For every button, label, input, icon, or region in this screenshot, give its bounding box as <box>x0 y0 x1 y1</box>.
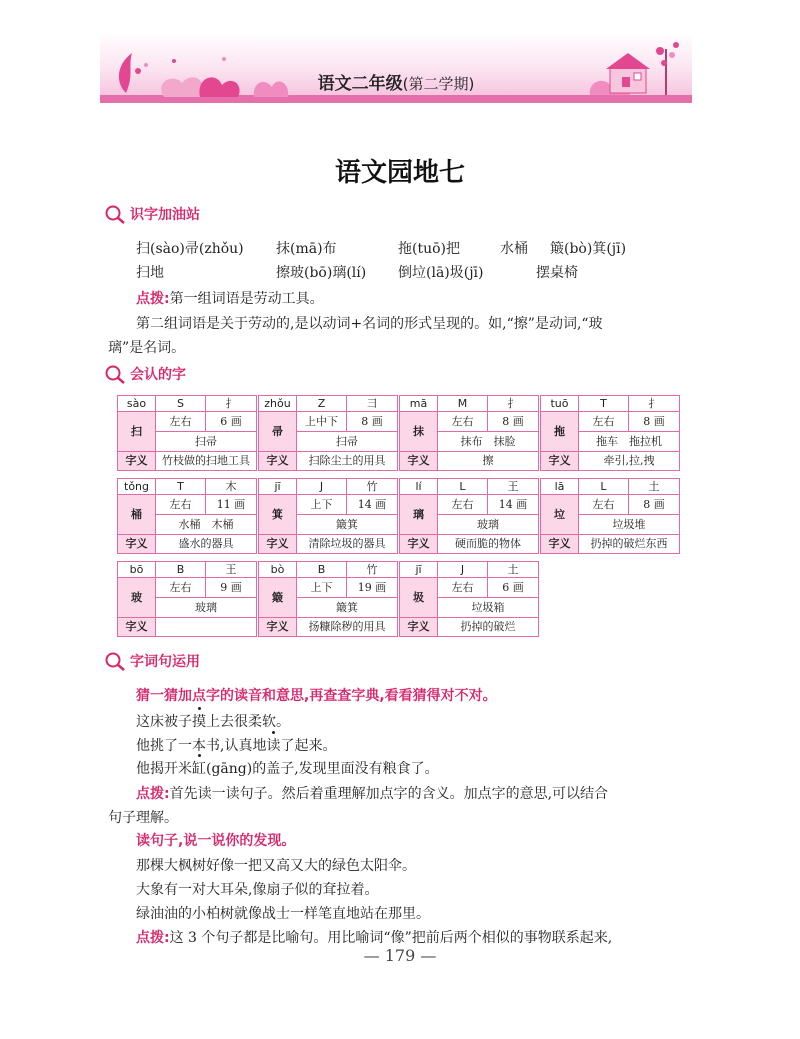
card-letter: T <box>579 396 629 412</box>
card-structure: 上下 <box>297 578 347 598</box>
magnifier-icon <box>104 651 126 671</box>
card-character: 垃 <box>541 495 579 535</box>
card-structure: 左右 <box>156 578 206 598</box>
task-heading: 读句子,说一说你的发现。 <box>136 833 296 849</box>
card-structure: 左右 <box>156 495 206 515</box>
card-structure: 上下 <box>297 495 347 515</box>
word-item: 扫地 <box>136 265 164 281</box>
tip-label: 点拨: <box>136 291 170 307</box>
card-character: 圾 <box>400 578 438 618</box>
character-card <box>399 561 539 637</box>
card-letter: B <box>297 562 347 578</box>
card-strokes: 8 画 <box>629 412 679 432</box>
section-label: 会认的字 <box>130 367 186 383</box>
card-structure: 左右 <box>438 495 488 515</box>
card-letter: B <box>156 562 206 578</box>
card-meaning <box>156 618 256 636</box>
card-meaning: 扔掉的破烂 <box>460 620 516 633</box>
header-title <box>100 69 692 94</box>
dotted-char: 读 <box>266 735 280 755</box>
card-strokes: 14 画 <box>488 495 538 515</box>
card-character: 玻 <box>118 578 156 618</box>
card-words: 簸箕 <box>297 515 397 535</box>
card-meaning: 扔掉的破烂东西 <box>590 537 668 550</box>
paragraph-continued: 璃”是名词。 <box>108 340 186 356</box>
word-item: 扫(sào)帚(zhǒu) <box>136 241 244 257</box>
tip-text: 这 3 个句子都是比喻句。用比喻词“像”把前后两个相似的事物联系起来, <box>169 930 613 946</box>
section-header-literacy <box>104 204 200 224</box>
book-subtitle: (第二学期) <box>402 75 475 93</box>
word-item: 倒垃(lā)圾(jī) <box>398 265 484 281</box>
card-radical: 王 <box>488 479 538 495</box>
card-words: 拖车 拖拉机 <box>579 432 679 452</box>
sentence: 那棵大枫树好像一把又高又大的绿色太阳伞。 <box>136 858 416 874</box>
dotted-char: 摸 <box>192 711 206 731</box>
card-words: 玻璃 <box>438 515 538 535</box>
card-letter: Z <box>297 396 347 412</box>
card-meaning: 擦 <box>482 454 494 467</box>
card-meaning: 清除垃圾的器具 <box>308 537 386 550</box>
card-structure: 左右 <box>438 578 488 598</box>
card-structure: 左右 <box>438 412 488 432</box>
card-strokes: 9 画 <box>206 578 256 598</box>
sentence: 他挑了一本书,认真地读了起来。 <box>136 735 336 755</box>
card-radical: 王 <box>206 562 256 578</box>
card-letter: T <box>156 479 206 495</box>
paragraph: 第二组词语是关于劳动的,是以动词+名词的形式呈现的。如,“擦”是动词,“玻 <box>136 316 603 332</box>
card-strokes: 6 画 <box>206 412 256 432</box>
card-pinyin: tuō <box>541 396 579 412</box>
card-words: 簸箕 <box>297 598 397 618</box>
task-heading: 猜一猜加点字的读音和意思,再查查字典,看看猜得对不对。 <box>136 688 497 704</box>
card-pinyin: bō <box>118 562 156 578</box>
character-card <box>399 478 539 554</box>
tip-continued: 句子理解。 <box>108 810 178 826</box>
card-pinyin: tǒng <box>118 479 156 495</box>
card-words: 垃圾箱 <box>438 598 538 618</box>
card-meaning: 盛水的器具 <box>178 537 234 550</box>
card-strokes: 8 画 <box>347 412 397 432</box>
card-character: 拖 <box>541 412 579 452</box>
card-character: 璃 <box>400 495 438 535</box>
character-card <box>258 561 398 637</box>
card-structure: 左右 <box>579 495 629 515</box>
card-strokes: 19 画 <box>347 578 397 598</box>
card-words: 水桶 木桶 <box>156 515 256 535</box>
card-radical: 土 <box>488 562 538 578</box>
card-structure: 上中下 <box>297 412 347 432</box>
card-letter: M <box>438 396 488 412</box>
tip-text: 首先读一读句子。然后着重理解加点字的含义。加点字的意思,可以结合 <box>169 786 609 802</box>
card-pinyin: zhǒu <box>259 396 297 412</box>
card-pinyin: jī <box>259 479 297 495</box>
card-meaning-label: 字义 <box>118 535 156 553</box>
card-character: 簸 <box>259 578 297 618</box>
card-meaning-label: 字义 <box>259 452 297 470</box>
card-meaning-label: 字义 <box>400 618 438 636</box>
card-meaning-label: 字义 <box>259 618 297 636</box>
card-strokes: 14 画 <box>347 495 397 515</box>
card-strokes: 6 画 <box>488 578 538 598</box>
card-radical: 扌 <box>488 396 538 412</box>
card-meaning: 牵引,拉,拽 <box>603 454 655 467</box>
word-item: 抹(mā)布 <box>276 241 337 257</box>
page-number: — 179 — <box>363 946 437 965</box>
card-pinyin: jī <box>400 562 438 578</box>
section-label: 字词句运用 <box>130 654 200 670</box>
card-meaning-label: 字义 <box>541 535 579 553</box>
card-radical: 竹 <box>347 562 397 578</box>
character-card <box>117 478 257 554</box>
word-item: 拖(tuō)把 <box>398 241 460 257</box>
card-radical: 扌 <box>206 396 256 412</box>
page-title: 语文园地七 <box>334 158 465 188</box>
card-character: 桶 <box>118 495 156 535</box>
card-letter: S <box>156 396 206 412</box>
card-character: 帚 <box>259 412 297 452</box>
card-words: 扫帚 <box>297 432 397 452</box>
sentence: 这床被子摸上去很柔软。 <box>136 711 290 731</box>
tip-line <box>136 288 324 308</box>
tip-line <box>136 927 612 947</box>
card-strokes: 8 画 <box>629 495 679 515</box>
tip-line <box>136 783 608 803</box>
character-card <box>258 478 398 554</box>
section-label: 识字加油站 <box>130 207 200 223</box>
card-meaning: 硬而脆的物体 <box>455 537 521 550</box>
card-letter: J <box>438 562 488 578</box>
card-character: 箕 <box>259 495 297 535</box>
card-letter: L <box>438 479 488 495</box>
character-card <box>258 395 398 471</box>
card-strokes: 8 画 <box>488 412 538 432</box>
card-structure: 左右 <box>579 412 629 432</box>
card-pinyin: mā <box>400 396 438 412</box>
dotted-char: 缸 <box>192 758 206 778</box>
tip-label: 点拨: <box>136 930 170 946</box>
character-card <box>540 395 680 471</box>
tip-label: 点拨: <box>136 786 170 802</box>
card-words: 扫帚 <box>156 432 256 452</box>
character-card <box>399 395 539 471</box>
card-structure: 左右 <box>156 412 206 432</box>
card-meaning-label: 字义 <box>400 452 438 470</box>
book-title: 语文二年级 <box>317 74 403 94</box>
section-header-recognize <box>104 364 186 384</box>
character-card <box>540 478 680 554</box>
card-radical: 扌 <box>629 396 679 412</box>
card-meaning: 竹枝做的扫地工具 <box>162 454 250 467</box>
word-item: 水桶 <box>500 241 528 257</box>
card-strokes: 11 画 <box>206 495 256 515</box>
magnifier-icon <box>104 204 126 224</box>
card-words: 玻璃 <box>156 598 256 618</box>
character-card <box>117 395 257 471</box>
card-radical: 土 <box>629 479 679 495</box>
card-letter: J <box>297 479 347 495</box>
header-banner <box>100 33 692 103</box>
card-meaning: 扬糠除秽的用具 <box>308 620 386 633</box>
card-meaning-label: 字义 <box>259 535 297 553</box>
sentence: 大象有一对大耳朵,像扇子似的耷拉着。 <box>136 882 379 898</box>
card-meaning-label: 字义 <box>541 452 579 470</box>
card-character: 抹 <box>400 412 438 452</box>
card-meaning-label: 字义 <box>400 535 438 553</box>
card-radical: 彐 <box>347 396 397 412</box>
word-item: 簸(bò)箕(jī) <box>550 241 627 257</box>
card-letter: L <box>579 479 629 495</box>
sentence: 他揭开米缸(gāng)的盖子,发现里面没有粮食了。 <box>136 758 439 778</box>
card-pinyin: lā <box>541 479 579 495</box>
card-pinyin: sào <box>118 396 156 412</box>
sentence: 绿油油的小柏树就像战士一样笔直地站在那里。 <box>136 906 430 922</box>
character-card <box>117 561 257 637</box>
card-meaning-label: 字义 <box>118 452 156 470</box>
card-words: 垃圾堆 <box>579 515 679 535</box>
card-radical: 竹 <box>347 479 397 495</box>
card-character: 扫 <box>118 412 156 452</box>
word-item: 擦玻(bō)璃(lí) <box>276 265 367 281</box>
word-item: 摆桌椅 <box>536 265 578 281</box>
card-pinyin: bò <box>259 562 297 578</box>
card-pinyin: lí <box>400 479 438 495</box>
card-words: 抹布 抹脸 <box>438 432 538 452</box>
card-meaning: 扫除尘土的用具 <box>308 454 386 467</box>
magnifier-icon <box>104 364 126 384</box>
card-radical: 木 <box>206 479 256 495</box>
section-header-usage <box>104 651 200 671</box>
tip-text: 第一组词语是劳动工具。 <box>169 291 324 307</box>
card-meaning-label: 字义 <box>118 618 156 636</box>
